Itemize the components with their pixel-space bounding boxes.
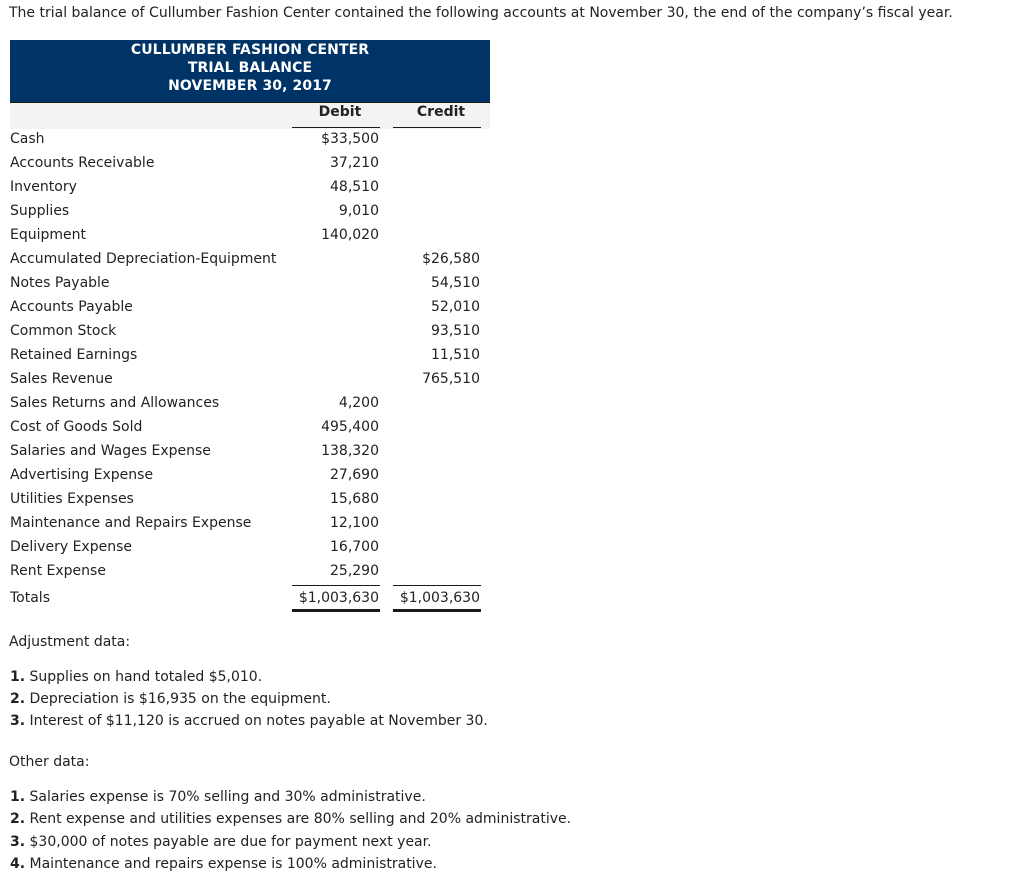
item-number: 2. [10, 691, 26, 707]
item-text: Salaries expense is 70% selling and 30% administrative. [29, 789, 426, 805]
debit-amount: 4,200 [338, 395, 379, 411]
table-row [0, 155, 500, 179]
list-item [10, 691, 331, 707]
list-item [10, 789, 426, 805]
debit-total-top-rule [292, 585, 380, 586]
credit-total-double-rule [393, 609, 481, 612]
credit-column-header: Credit [416, 104, 466, 120]
debit-amount: 140,020 [321, 227, 379, 243]
account-name: Accounts Receivable [10, 155, 155, 171]
table-row [0, 419, 500, 443]
account-name: Equipment [10, 227, 86, 243]
debit-amount: 15,680 [330, 491, 379, 507]
item-text: $30,000 of notes payable are due for payment next year. [29, 834, 432, 850]
item-text: Interest of $11,120 is accrued on notes payable at November 30. [29, 713, 488, 729]
statement-date: NOVEMBER 30, 2017 [168, 78, 332, 94]
credit-amount: 54,510 [431, 275, 480, 291]
debit-amount: 16,700 [330, 539, 379, 555]
item-number: 3. [10, 713, 26, 729]
table-row [0, 227, 500, 251]
item-number: 4. [10, 856, 26, 872]
account-name: Retained Earnings [10, 347, 138, 363]
debit-amount: 138,320 [321, 443, 379, 459]
account-name: Cost of Goods Sold [10, 419, 143, 435]
account-name: Accounts Payable [10, 299, 133, 315]
account-name: Advertising Expense [10, 467, 154, 483]
item-text: Depreciation is $16,935 on the equipment. [29, 691, 331, 707]
debit-amount: 27,690 [330, 467, 379, 483]
account-name: Common Stock [10, 323, 117, 339]
debit-amount: 48,510 [330, 179, 379, 195]
credit-amount: $26,580 [422, 251, 480, 267]
debit-amount: 12,100 [330, 515, 379, 531]
table-row [0, 323, 500, 347]
table-row [0, 179, 500, 203]
item-text: Supplies on hand totaled $5,010. [29, 669, 263, 685]
other-data-label: Other data: [9, 754, 90, 770]
credit-amount: 52,010 [431, 299, 480, 315]
debit-amount: 37,210 [330, 155, 379, 171]
table-row [0, 131, 500, 155]
item-text: Rent expense and utilities expenses are 80% selling and 20% administrative. [29, 811, 572, 827]
credit-amount: 11,510 [431, 347, 480, 363]
account-name: Cash [10, 131, 45, 147]
account-name: Notes Payable [10, 275, 110, 291]
table-row [0, 563, 500, 587]
intro-text: The trial balance of Cullumber Fashion Center contained the following accounts at November 30, the end of the company’s fiscal year. [9, 5, 953, 21]
table-row [0, 491, 500, 515]
table-row [0, 275, 500, 299]
list-item [10, 811, 571, 827]
table-row [0, 347, 500, 371]
list-item [10, 713, 488, 729]
totals-label: Totals [10, 590, 50, 606]
debit-amount: 9,010 [338, 203, 379, 219]
statement-title: TRIAL BALANCE [187, 60, 313, 76]
item-number: 1. [10, 669, 26, 685]
debit-total-double-rule [292, 609, 380, 612]
list-item [10, 834, 432, 850]
debit-amount: 495,400 [321, 419, 379, 435]
credit-total-top-rule [393, 585, 481, 586]
item-text: Maintenance and repairs expense is 100% administrative. [29, 856, 437, 872]
adjustment-data-label: Adjustment data: [9, 634, 131, 650]
account-name: Utilities Expenses [10, 491, 134, 507]
account-name: Maintenance and Repairs Expense [10, 515, 252, 531]
debit-header-underline [292, 127, 380, 128]
list-item [10, 856, 437, 872]
table-row [0, 443, 500, 467]
account-name: Delivery Expense [10, 539, 132, 555]
account-name: Sales Revenue [10, 371, 113, 387]
list-item [10, 669, 262, 685]
debit-total: $1,003,630 [298, 590, 379, 606]
table-row [0, 299, 500, 323]
debit-amount: 25,290 [330, 563, 379, 579]
credit-amount: 93,510 [431, 323, 480, 339]
debit-amount: $33,500 [321, 131, 379, 147]
account-name: Accumulated Depreciation-Equipment [10, 251, 277, 267]
item-number: 2. [10, 811, 26, 827]
account-name: Salaries and Wages Expense [10, 443, 211, 459]
table-row [0, 515, 500, 539]
item-number: 3. [10, 834, 26, 850]
credit-amount: 765,510 [422, 371, 480, 387]
account-name: Rent Expense [10, 563, 106, 579]
credit-header-underline [393, 127, 481, 128]
account-name: Supplies [10, 203, 70, 219]
table-row [0, 467, 500, 491]
table-row [0, 395, 500, 419]
item-number: 1. [10, 789, 26, 805]
debit-column-header: Debit [318, 104, 362, 120]
account-name: Inventory [10, 179, 77, 195]
credit-total: $1,003,630 [399, 590, 480, 606]
company-name: CULLUMBER FASHION CENTER [130, 42, 370, 58]
trial-balance-header [10, 40, 490, 103]
account-name: Sales Returns and Allowances [10, 395, 220, 411]
table-row [0, 251, 500, 275]
table-row [0, 371, 500, 395]
table-row [0, 539, 500, 563]
table-row [0, 203, 500, 227]
